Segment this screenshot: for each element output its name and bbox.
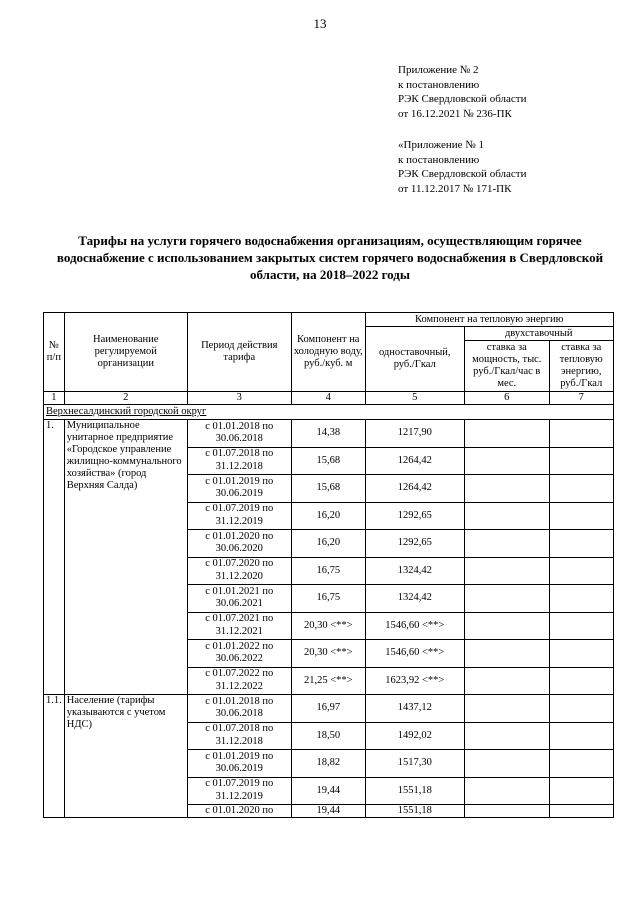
one-part-rate: 1551,18 (365, 777, 464, 805)
tariff-period: с 01.01.2018 по 30.06.2018 (187, 695, 291, 723)
energy-rate (549, 612, 613, 640)
tariff-period: с 01.07.2021 по 31.12.2021 (187, 612, 291, 640)
one-part-rate: 1292,65 (365, 530, 464, 558)
energy-rate (549, 722, 613, 750)
appendix-1-block (398, 138, 526, 196)
one-part-rate: 1264,42 (365, 447, 464, 475)
capacity-rate (464, 475, 549, 503)
table-row (44, 420, 614, 448)
one-part-rate: 1217,90 (365, 420, 464, 448)
capacity-rate (464, 777, 549, 805)
capacity-rate (464, 530, 549, 558)
appendix-1-line: от 11.12.2017 № 171-ПК (398, 182, 512, 195)
tariff-table (43, 312, 614, 818)
header-thermal: Компонент на тепловую энергию (365, 313, 613, 327)
column-number: 4 (291, 392, 365, 405)
tariff-period: с 01.07.2019 по 31.12.2019 (187, 502, 291, 530)
energy-rate (549, 805, 613, 818)
cold-water-component: 20,30 <**> (291, 612, 365, 640)
energy-rate (549, 667, 613, 695)
header-num: № п/п (44, 313, 65, 392)
one-part-rate: 1492,02 (365, 722, 464, 750)
page-number: 13 (313, 16, 327, 31)
appendix-2-line: от 16.12.2021 № 236-ПК (398, 107, 512, 120)
column-number: 7 (549, 392, 613, 405)
cold-water-component: 15,68 (291, 475, 365, 503)
header-two-part: двухставочный (464, 327, 613, 341)
appendix-1-line: «Приложение № 1 (398, 139, 485, 151)
appendix-2-line: Приложение № 2 (398, 64, 479, 76)
cold-water-component: 16,75 (291, 557, 365, 585)
energy-rate (549, 475, 613, 503)
tariff-period: с 01.07.2020 по 31.12.2020 (187, 557, 291, 585)
header-one-part: одноставочный, руб./Гкал (365, 327, 464, 392)
column-number: 1 (44, 392, 65, 405)
appendix-2-block (398, 63, 526, 121)
cold-water-component: 16,20 (291, 530, 365, 558)
column-number: 5 (365, 392, 464, 405)
energy-rate (549, 640, 613, 668)
tariff-period: с 01.01.2022 по 30.06.2022 (187, 640, 291, 668)
energy-rate (549, 695, 613, 723)
tariff-period: с 01.01.2021 по 30.06.2021 (187, 585, 291, 613)
tariff-period: с 01.01.2019 по 30.06.2019 (187, 750, 291, 778)
capacity-rate (464, 722, 549, 750)
one-part-rate: 1623,92 <**> (365, 667, 464, 695)
energy-rate (549, 530, 613, 558)
region-row (44, 405, 614, 420)
capacity-rate (464, 557, 549, 585)
one-part-rate: 1292,65 (365, 502, 464, 530)
one-part-rate: 1517,30 (365, 750, 464, 778)
energy-rate (549, 585, 613, 613)
one-part-rate: 1437,12 (365, 695, 464, 723)
capacity-rate (464, 750, 549, 778)
capacity-rate (464, 585, 549, 613)
row-number: 1. (44, 420, 65, 695)
tariff-period: с 01.07.2022 по 31.12.2022 (187, 667, 291, 695)
row-number: 1.1. (44, 695, 65, 818)
tariff-period: с 01.01.2020 по 30.06.2020 (187, 530, 291, 558)
tariff-period: с 01.07.2018 по 31.12.2018 (187, 447, 291, 475)
cold-water-component: 14,38 (291, 420, 365, 448)
capacity-rate (464, 420, 549, 448)
column-number: 3 (187, 392, 291, 405)
one-part-rate: 1546,60 <**> (365, 640, 464, 668)
header-period: Период действия тарифа (187, 313, 291, 392)
header-cold-water: Компонент на холодную воду, руб./куб. м (291, 313, 365, 392)
one-part-rate: 1324,42 (365, 585, 464, 613)
organization-name: Население (тарифы указываются с учетом НДС) (64, 695, 187, 818)
cold-water-component: 19,44 (291, 777, 365, 805)
energy-rate (549, 777, 613, 805)
column-number: 2 (64, 392, 187, 405)
capacity-rate (464, 695, 549, 723)
tariff-period: с 01.01.2020 по (187, 805, 291, 818)
energy-rate (549, 502, 613, 530)
cold-water-component: 16,20 (291, 502, 365, 530)
header-energy-rate: ставка за тепловую энергию, руб./Гкал (549, 341, 613, 392)
capacity-rate (464, 805, 549, 818)
region-name: Верхнесалдинский городской округ (44, 405, 614, 420)
cold-water-component: 18,50 (291, 722, 365, 750)
cold-water-component: 15,68 (291, 447, 365, 475)
table-row (44, 695, 614, 723)
one-part-rate: 1324,42 (365, 557, 464, 585)
energy-rate (549, 420, 613, 448)
cold-water-component: 16,97 (291, 695, 365, 723)
column-numbers-row (44, 392, 614, 405)
capacity-rate (464, 640, 549, 668)
cold-water-component: 19,44 (291, 805, 365, 818)
column-number: 6 (464, 392, 549, 405)
appendix-1-line: РЭК Свердловской области (398, 168, 527, 180)
tariff-period: с 01.01.2018 по 30.06.2018 (187, 420, 291, 448)
appendix-2-line: РЭК Свердловской области (398, 93, 527, 105)
capacity-rate (464, 667, 549, 695)
cold-water-component: 20,30 <**> (291, 640, 365, 668)
one-part-rate: 1546,60 <**> (365, 612, 464, 640)
cold-water-component: 18,82 (291, 750, 365, 778)
cold-water-component: 16,75 (291, 585, 365, 613)
document-title: Тарифы на услуги горячего водоснабжения организациям, осуществляющим горячее водоснабжение с использованием закрытых систем горячего водоснабжения в Свердловской области, на 2018–2022 годы (56, 233, 604, 282)
cold-water-component: 21,25 <**> (291, 667, 365, 695)
capacity-rate (464, 447, 549, 475)
energy-rate (549, 447, 613, 475)
energy-rate (549, 557, 613, 585)
capacity-rate (464, 502, 549, 530)
tariff-period: с 01.01.2019 по 30.06.2019 (187, 475, 291, 503)
one-part-rate: 1264,42 (365, 475, 464, 503)
capacity-rate (464, 612, 549, 640)
tariff-period: с 01.07.2018 по 31.12.2018 (187, 722, 291, 750)
header-capacity-rate: ставка за мощность, тыс. руб./Гкал/час в мес. (464, 341, 549, 392)
tariff-period: с 01.07.2019 по 31.12.2019 (187, 777, 291, 805)
energy-rate (549, 750, 613, 778)
appendix-1-line: к постановлению (398, 153, 480, 166)
one-part-rate: 1551,18 (365, 805, 464, 818)
appendix-2-line: к постановлению (398, 78, 480, 91)
header-org: Наименование регулируемой организации (64, 313, 187, 392)
organization-name: Муниципальное унитарное предприятие «Городское управление жилищно-коммунального хозяйства» (город Верхняя Салда) (64, 420, 187, 695)
